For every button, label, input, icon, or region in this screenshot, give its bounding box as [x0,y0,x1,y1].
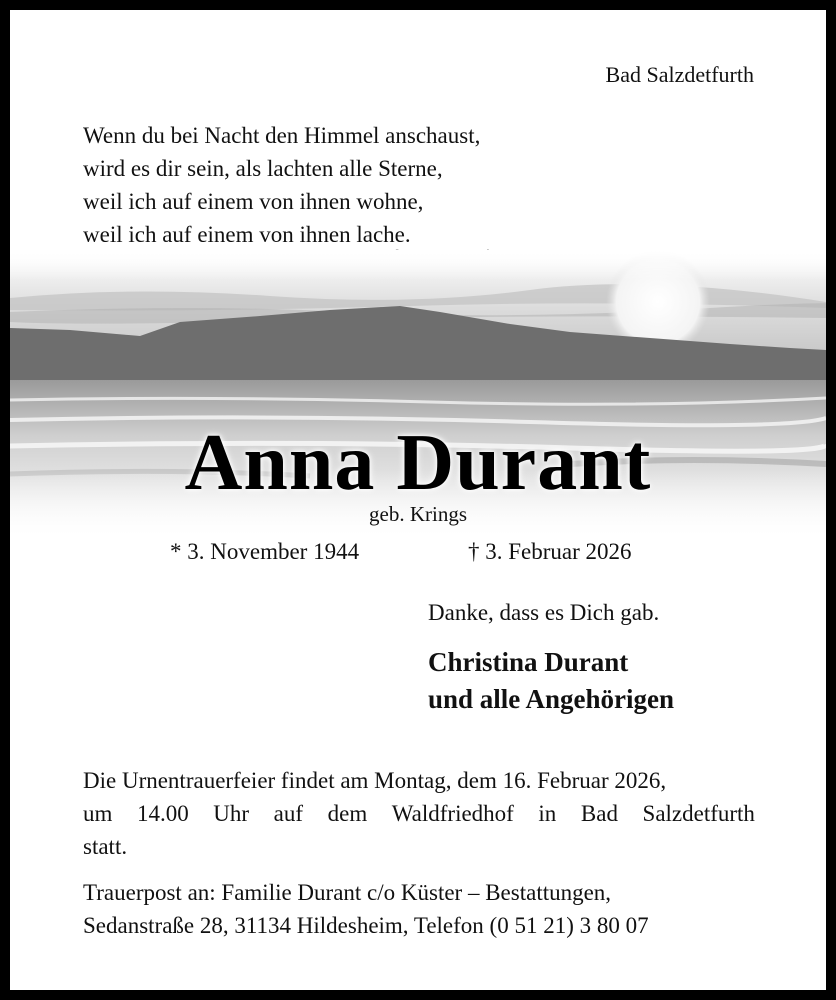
address-line: Sedanstraße 28, 31134 Hildesheim, Telefon (0 51 21) 3 80 07 [83,913,649,938]
poem-line: Wenn du bei Nacht den Himmel anschaust, [83,123,481,148]
ceremony-word: Salzdetfurth [642,801,755,826]
ceremony-word: in [538,801,557,826]
ceremony-line: statt. [83,834,128,859]
top-fade [10,250,826,280]
place-name: Bad Salzdetfurth [605,62,754,87]
poem [83,119,480,251]
deceased-name: Anna Durant [184,419,652,507]
obituary-notice [10,10,826,990]
ceremony-word: um [83,801,113,826]
ceremony-word: Waldfriedhof [391,801,514,826]
mourner-line: und alle Angehörigen [428,684,675,714]
address-line: Trauerpost an: Familie Durant c/o Küster – Bestattungen, [83,880,612,905]
poem-line: weil ich auf einem von ihnen lache. [83,222,411,247]
mourner-line: Christina Durant [428,647,629,677]
maiden-name: geb. Krings [369,502,467,526]
ceremony-word: dem [327,801,368,826]
poem-line: weil ich auf einem von ihnen wohne, [83,189,424,214]
death-date: † 3. Februar 2026 [468,539,632,564]
ceremony-word: 14.00 [136,801,189,826]
mourners-block [428,644,674,718]
ceremony-word: auf [273,801,304,826]
thanks-line: Danke, dass es Dich gab. [428,600,660,625]
condolence-address [83,876,755,942]
ceremony-info [83,764,755,863]
birth-date: * 3. November 1944 [170,539,360,564]
ceremony-word: Bad [580,801,618,826]
ceremony-line: Die Urnentrauerfeier findet am Montag, dem 16. Februar 2026, [83,768,667,793]
ceremony-line-justified [83,797,755,830]
ceremony-word: Uhr [213,801,250,826]
poem-line: wird es dir sein, als lachten alle Sterne, [83,156,443,181]
